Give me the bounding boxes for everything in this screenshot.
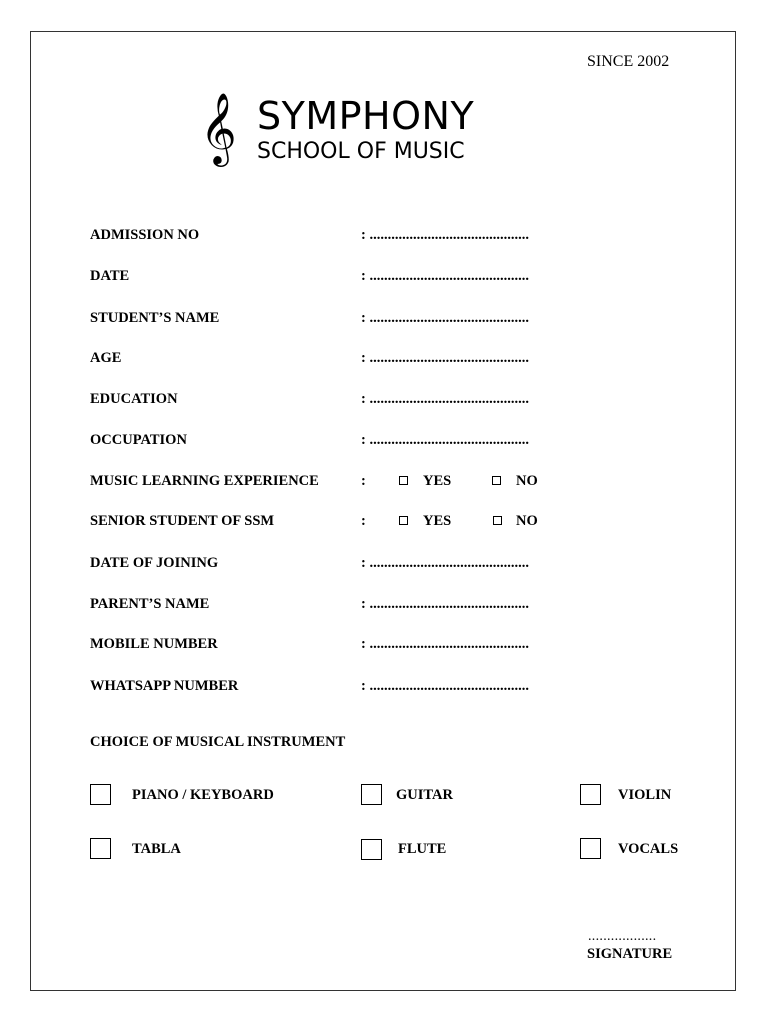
instrument-checkbox-guitar[interactable] xyxy=(361,784,382,805)
field-input-line[interactable]: : ............................................ xyxy=(361,391,529,407)
field-input-line[interactable]: : ............................................ xyxy=(361,432,529,448)
instrument-label-guitar: GUITAR xyxy=(396,787,453,803)
field-input-line[interactable]: : ............................................ xyxy=(361,310,529,326)
field-row-whatsapp-number xyxy=(0,676,768,696)
treble-clef-icon: 𝄞 xyxy=(200,91,237,164)
brand-name: SYMPHONY xyxy=(257,94,475,138)
instrument-checkbox-vocals[interactable] xyxy=(580,838,601,859)
field-row-music-experience xyxy=(0,471,768,491)
field-label: STUDENT’S NAME xyxy=(90,310,220,326)
field-input-line[interactable]: : ............................................ xyxy=(361,555,529,571)
field-label: MUSIC LEARNING EXPERIENCE xyxy=(90,473,319,489)
field-label: MOBILE NUMBER xyxy=(90,636,218,652)
since-year: SINCE 2002 xyxy=(587,53,670,70)
instrument-label-vocals: VOCALS xyxy=(618,841,679,857)
instrument-checkbox-violin[interactable] xyxy=(580,784,601,805)
instrument-label-tabla: TABLA xyxy=(132,841,181,857)
yes-checkbox[interactable] xyxy=(399,476,408,485)
yes-label: YES xyxy=(423,513,452,529)
field-input-line[interactable]: : ............................................ xyxy=(361,596,529,612)
instrument-label-piano: PIANO / KEYBOARD xyxy=(132,787,274,803)
field-row-date-of-joining xyxy=(0,553,768,573)
field-input-line[interactable]: : ............................................ xyxy=(361,350,529,366)
field-row-date xyxy=(0,266,768,286)
no-label: NO xyxy=(516,513,538,529)
no-checkbox[interactable] xyxy=(493,516,502,525)
field-row-parent-name xyxy=(0,594,768,614)
instrument-checkbox-piano[interactable] xyxy=(90,784,111,805)
field-row-admission-no xyxy=(0,225,768,245)
signature-label: SIGNATURE xyxy=(587,946,673,962)
yes-checkbox[interactable] xyxy=(399,516,408,525)
no-label: NO xyxy=(516,473,538,489)
field-label: SENIOR STUDENT OF SSM xyxy=(90,513,275,529)
field-row-occupation xyxy=(0,430,768,450)
yes-label: YES xyxy=(423,473,452,489)
field-label: DATE xyxy=(90,268,130,284)
field-colon: : xyxy=(361,473,366,489)
field-label: DATE OF JOINING xyxy=(90,555,219,571)
field-input-line[interactable]: : ............................................ xyxy=(361,227,529,243)
field-input-line[interactable]: : ............................................ xyxy=(361,268,529,284)
instrument-section-title: CHOICE OF MUSICAL INSTRUMENT xyxy=(90,734,346,750)
field-label: PARENT’S NAME xyxy=(90,596,210,612)
field-row-senior-student xyxy=(0,511,768,531)
no-checkbox[interactable] xyxy=(492,476,501,485)
instrument-label-violin: VIOLIN xyxy=(618,787,672,803)
field-row-education xyxy=(0,389,768,409)
field-row-mobile-number xyxy=(0,634,768,654)
field-label: EDUCATION xyxy=(90,391,178,407)
field-row-student-name xyxy=(0,308,768,328)
field-colon: : xyxy=(361,513,366,529)
field-label: WHATSAPP NUMBER xyxy=(90,678,239,694)
field-label: OCCUPATION xyxy=(90,432,187,448)
field-label: ADMISSION NO xyxy=(90,227,200,243)
brand-tagline: SCHOOL OF MUSIC xyxy=(257,139,465,164)
school-logo xyxy=(200,88,500,178)
field-input-line[interactable]: : ............................................ xyxy=(361,678,529,694)
field-label: AGE xyxy=(90,350,122,366)
instrument-checkbox-tabla[interactable] xyxy=(90,838,111,859)
signature-line[interactable]: .................. xyxy=(588,929,657,944)
instrument-label-flute: FLUTE xyxy=(398,841,447,857)
field-row-age xyxy=(0,348,768,368)
instrument-checkbox-flute[interactable] xyxy=(361,839,382,860)
field-input-line[interactable]: : ............................................ xyxy=(361,636,529,652)
